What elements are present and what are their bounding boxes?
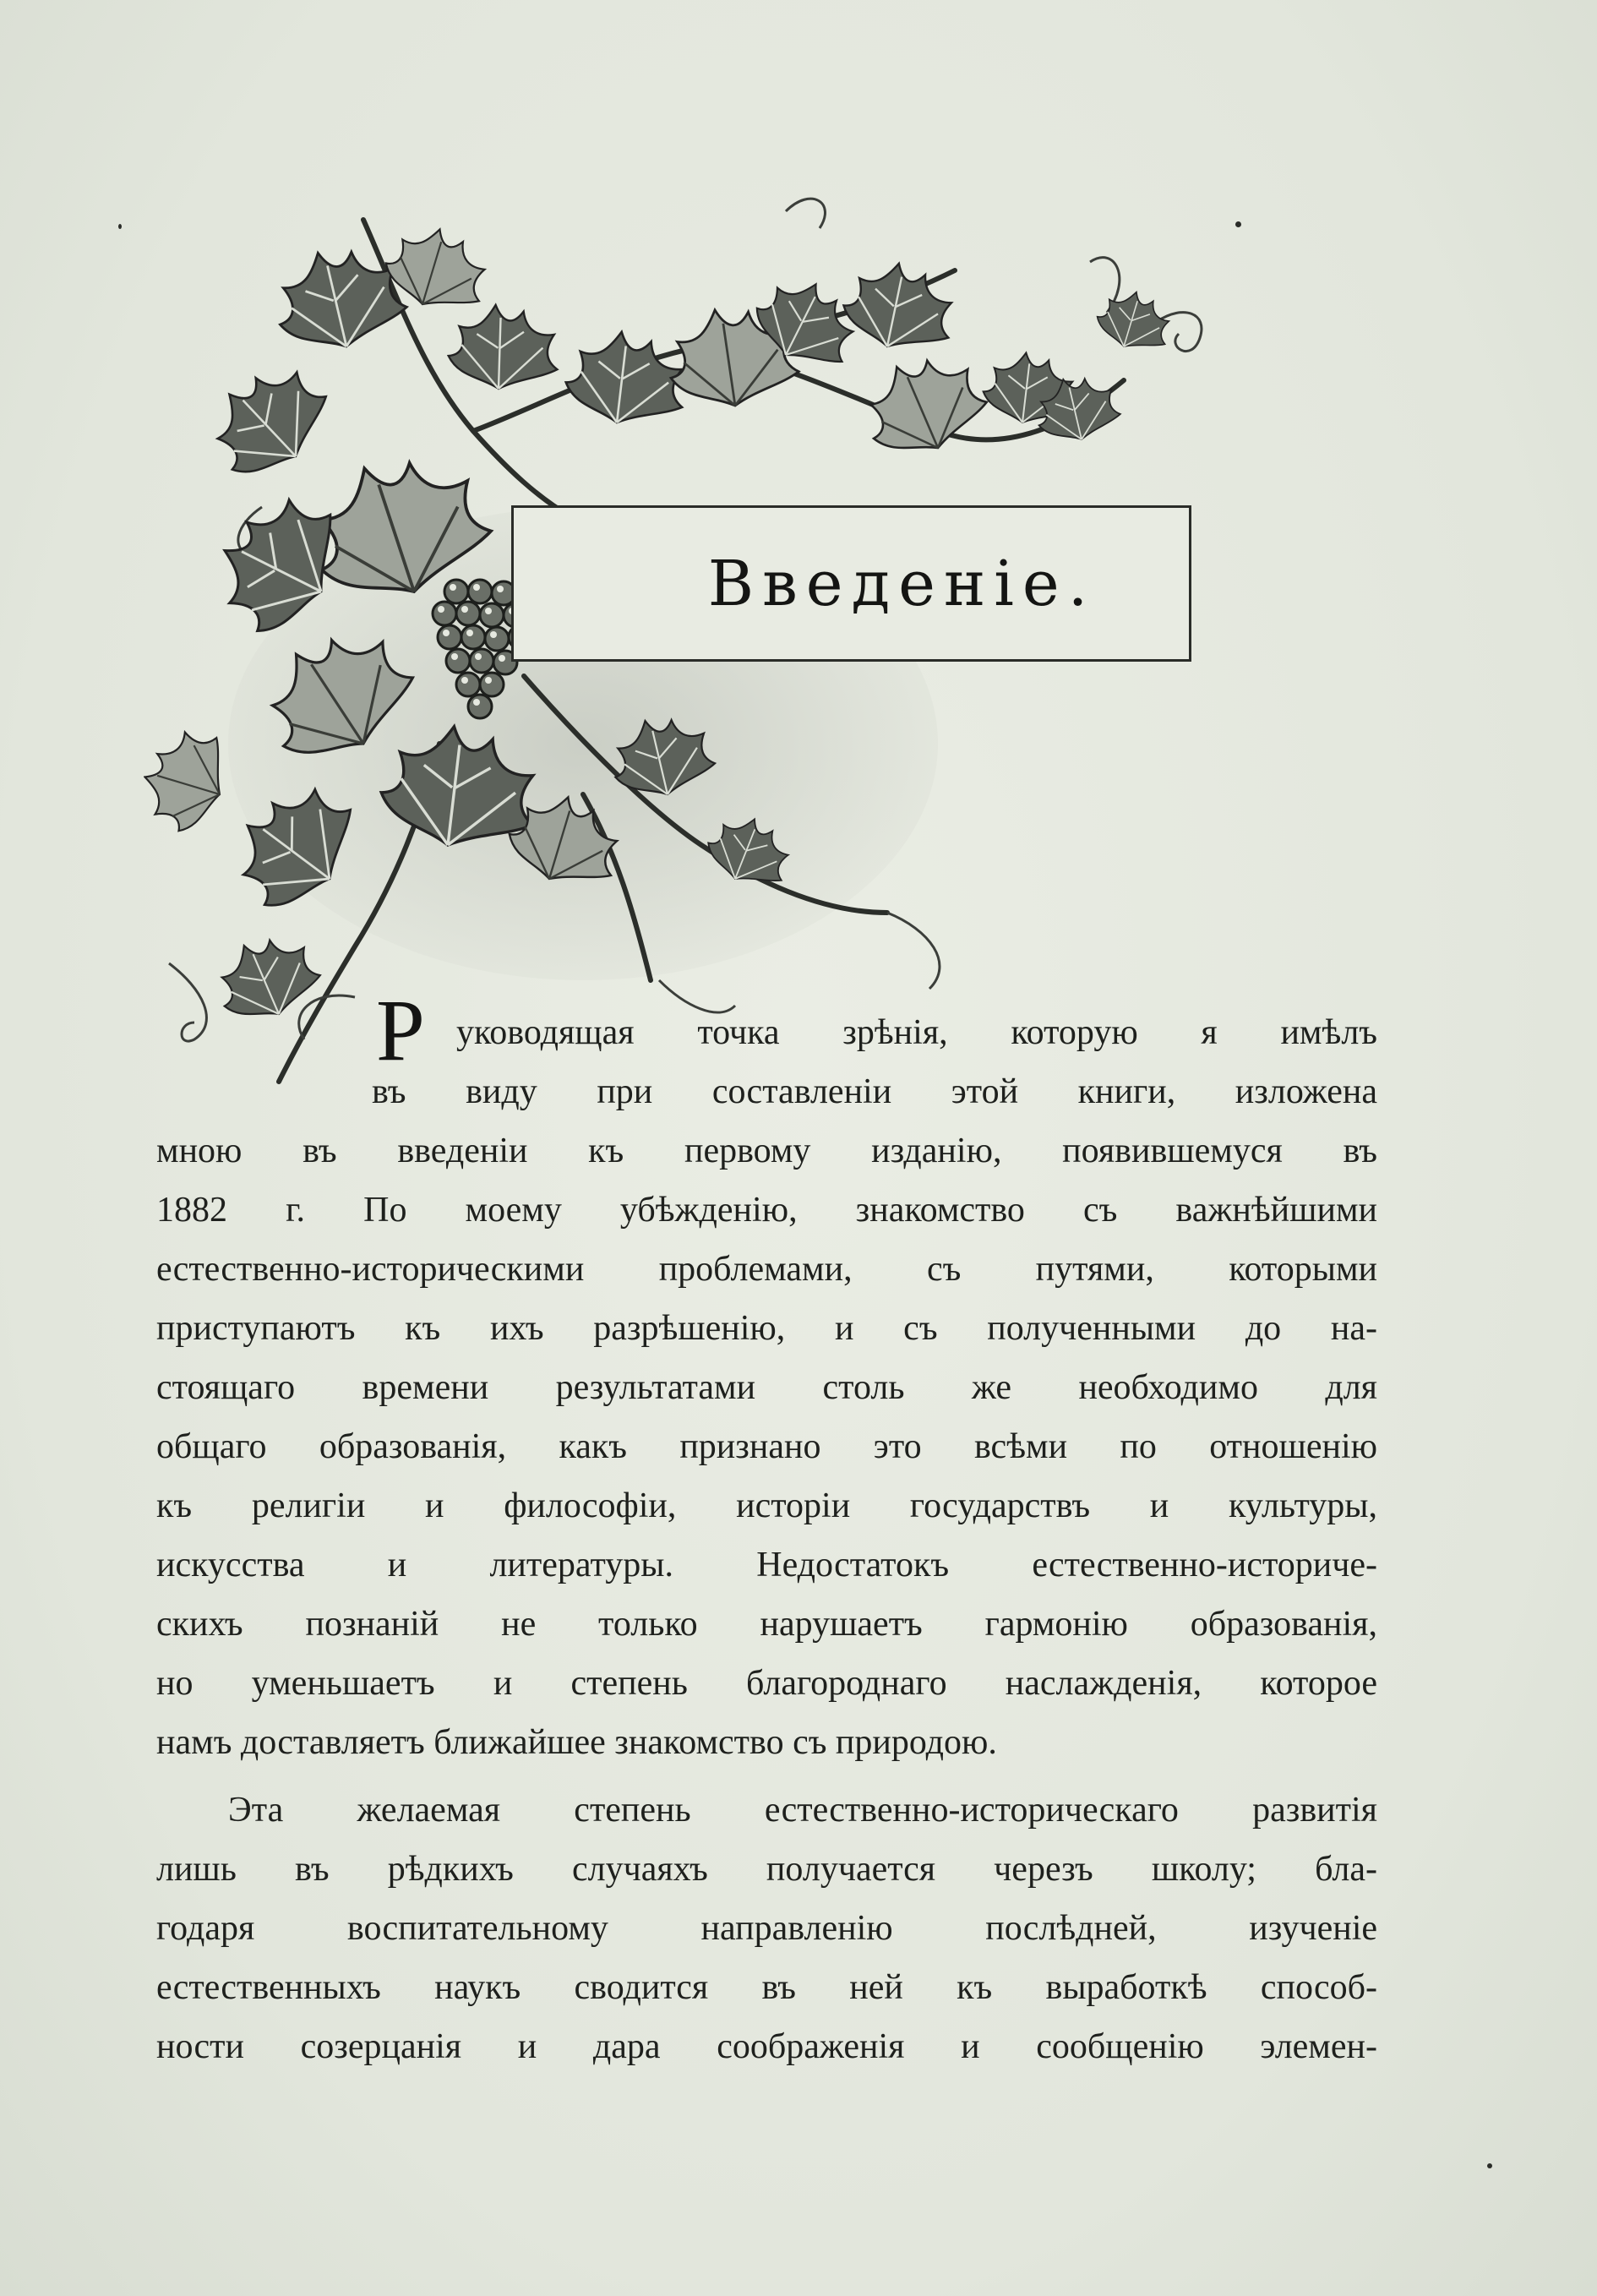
text-line: Эта желаемая степень естественно-историческаго развитія <box>228 1791 1377 1830</box>
text-line: но уменьшаетъ и степень благороднаго наслажденія, которое <box>156 1664 1377 1703</box>
text-line: общаго образованія, какъ признано это всѣми по отношенію <box>156 1427 1377 1466</box>
text-line: намъ доставляетъ ближайшее знакомство съ природою. <box>156 1723 997 1762</box>
text-line: скихъ познаній не только нарушаетъ гармонію образованія, <box>156 1605 1377 1644</box>
text-line: стоящаго времени результатами столь же необходимо для <box>156 1368 1377 1407</box>
text-line: искусства и литературы. Недостатокъ естественно-историче- <box>156 1546 1377 1584</box>
text-line: годаря воспитательному направленію послѣдней, изученіе <box>156 1909 1377 1948</box>
text-line: въ виду при составленіи этой книги, изложена <box>372 1072 1377 1111</box>
title-frame <box>511 505 1191 662</box>
text-line: уководящая точка зрѣнія, которую я имѣлъ <box>456 1013 1377 1052</box>
page-title: Введеніе. <box>707 547 1097 620</box>
text-line: естественныхъ наукъ сводится въ ней къ выработкѣ способ- <box>156 1968 1377 2007</box>
text-line: 1882 г. По моему убѣжденію, знакомство съ важнѣйшими <box>156 1191 1377 1230</box>
print-speck <box>1487 2163 1492 2168</box>
print-speck <box>118 224 122 229</box>
text-line: къ религіи и философіи, исторіи государствъ и культуры, <box>156 1486 1377 1525</box>
text-line: приступаютъ къ ихъ разрѣшенію, и съ полученными до на- <box>156 1309 1377 1348</box>
text-line: естественно-историческими проблемами, съ путями, которыми <box>156 1250 1377 1289</box>
text-line: мною въ введеніи къ первому изданію, появившемуся въ <box>156 1132 1377 1170</box>
drop-cap: Р <box>376 982 425 1079</box>
text-line: ности созерцанія и дара соображенія и сообщенію элемен- <box>156 2027 1377 2066</box>
print-speck <box>1235 221 1241 227</box>
text-line: лишь въ рѣдкихъ случаяхъ получается черезъ школу; бла- <box>156 1850 1377 1889</box>
